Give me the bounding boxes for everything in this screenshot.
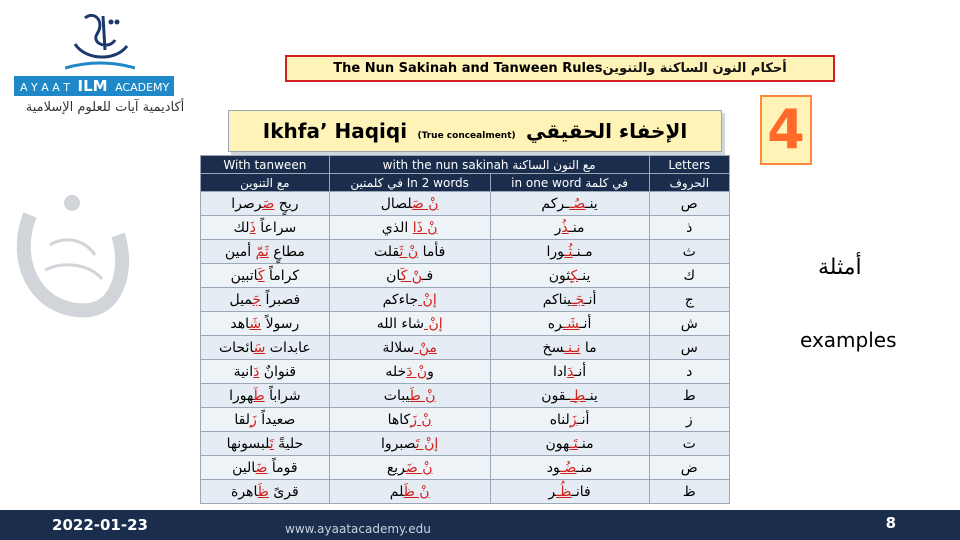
word-part: أنـ: [574, 363, 587, 380]
letter-cell: س: [649, 336, 729, 360]
example-two-words: [329, 192, 490, 216]
word-part: سراعاً: [255, 219, 297, 236]
logo-band-left: A Y A A T: [20, 81, 70, 94]
table-row: [201, 456, 730, 480]
word-part: أنـ: [579, 315, 592, 332]
calligraphy-logo-icon: [65, 10, 135, 72]
word-part: يناكم: [542, 291, 572, 308]
example-two-words: [329, 360, 490, 384]
example-two-words: [329, 456, 490, 480]
word-part: مـنـ: [572, 243, 593, 260]
word-part: ان: [386, 267, 401, 284]
nun-calligraphy-icon: [10, 175, 130, 325]
letter-cell: ذ: [649, 216, 729, 240]
highlighted-letters: ظُـ: [556, 483, 572, 500]
example-tanween: [201, 240, 330, 264]
example-tanween: [201, 408, 330, 432]
highlighted-letters: ضُـ: [560, 459, 577, 476]
word-part: ينـ: [578, 267, 591, 284]
table-row: [201, 408, 730, 432]
examples-label-english: examples: [800, 328, 897, 352]
example-one-word: [490, 192, 649, 216]
word-part: قوماً: [267, 459, 298, 476]
letter-cell: ض: [649, 456, 729, 480]
highlighted-letters: نْ زَ: [410, 411, 432, 428]
example-two-words: [329, 432, 490, 456]
table-subheader-row: [201, 174, 730, 192]
word-part: ـقون: [541, 387, 570, 404]
highlighted-letters: جَ: [252, 291, 262, 308]
highlighted-letters: طِـ: [570, 387, 586, 404]
word-part: سخ: [542, 339, 565, 356]
subheader-tanween: مع التنوين: [201, 174, 330, 192]
example-tanween: [201, 216, 330, 240]
highlighted-letters: نْ ضَ: [405, 459, 433, 476]
example-one-word: [490, 336, 649, 360]
word-part: لبسونها: [226, 435, 270, 452]
highlighted-letters: دَ: [253, 363, 260, 380]
word-part: ر: [548, 483, 557, 500]
subtitle-note: (True concealment): [417, 131, 516, 141]
date-label: 2022-01-23: [0, 510, 200, 540]
example-tanween: [201, 336, 330, 360]
word-part: ورا: [546, 243, 565, 260]
example-two-words: [329, 480, 490, 504]
subtitle-arabic: الإخفاء الحقيقي: [526, 119, 688, 143]
header-nun-sakinah: with the nun sakinah مع النون الساكنة: [329, 156, 649, 174]
rule-subtitle: [228, 110, 722, 152]
word-part: اهد: [230, 315, 250, 332]
logo-band-brand: ILM: [77, 77, 108, 95]
banner-arabic: أحكام النون الساكنة والتنوين: [602, 61, 787, 76]
example-one-word: [490, 264, 649, 288]
word-part: خله: [385, 363, 407, 380]
example-tanween: [201, 264, 330, 288]
letter-cell: ص: [649, 192, 729, 216]
subheader-one-word: in one word في كلمة: [490, 174, 649, 192]
example-two-words: [329, 384, 490, 408]
highlighted-letters: زَ: [569, 411, 578, 428]
word-part: رصرا: [231, 195, 263, 212]
highlighted-letters: شَ: [249, 315, 262, 332]
highlighted-letters: إنْ: [424, 315, 443, 332]
highlighted-letters: نْ ظَ: [403, 483, 430, 500]
table-row: [201, 384, 730, 408]
word-part: يبات: [383, 387, 410, 404]
highlighted-letters: نـنـ: [564, 339, 581, 356]
letter-cell: ك: [649, 264, 729, 288]
table-row: [201, 264, 730, 288]
table-row: [201, 240, 730, 264]
table-header-row: [201, 156, 730, 174]
example-tanween: [201, 480, 330, 504]
word-part: هون: [545, 435, 570, 452]
highlighted-letters: كِ: [570, 267, 579, 284]
word-part: ريحٍ: [274, 195, 299, 212]
highlighted-letters: جَـ: [571, 291, 585, 308]
highlighted-letters: منْ: [414, 339, 437, 356]
example-one-word: [490, 312, 649, 336]
word-part: فـ: [422, 267, 434, 284]
example-one-word: [490, 288, 649, 312]
table-row: [201, 216, 730, 240]
word-part: رسولاً: [261, 315, 300, 332]
word-part: مطاعٍ: [268, 243, 305, 260]
word-part: ره: [547, 315, 563, 332]
highlighted-letters: طَ: [253, 387, 265, 404]
word-part: انية: [233, 363, 254, 380]
letter-cell: ظ: [649, 480, 729, 504]
example-two-words: [329, 312, 490, 336]
example-one-word: [490, 240, 649, 264]
subheader-two-words: في كلمتين In 2 words: [329, 174, 490, 192]
word-part: منـ: [568, 219, 585, 236]
letter-cell: ش: [649, 312, 729, 336]
table-row: [201, 480, 730, 504]
example-two-words: [329, 336, 490, 360]
example-tanween: [201, 312, 330, 336]
word-part: كراماً: [264, 267, 300, 284]
example-tanween: [201, 456, 330, 480]
word-part: شراباً: [264, 387, 301, 404]
highlighted-letters: إنْ تَ: [415, 435, 439, 452]
highlighted-letters: شَـ: [562, 315, 580, 332]
table-row: [201, 432, 730, 456]
word-part: اهرة: [231, 483, 258, 500]
word-part: لم: [389, 483, 404, 500]
word-part: شاء الله: [376, 315, 425, 332]
word-part: الين: [232, 459, 256, 476]
example-two-words: [329, 264, 490, 288]
letter-cell: ث: [649, 240, 729, 264]
highlighted-letters: نْ دَ: [406, 363, 428, 380]
example-one-word: [490, 408, 649, 432]
example-one-word: [490, 384, 649, 408]
word-part: أنـ: [584, 291, 597, 308]
table-row: [201, 288, 730, 312]
footer-url: www.ayaatacademy.edu: [285, 522, 431, 536]
word-part: ينـ: [585, 195, 598, 212]
word-part: ريع: [386, 459, 406, 476]
example-two-words: [329, 240, 490, 264]
example-tanween: [201, 192, 330, 216]
example-two-words: [329, 288, 490, 312]
example-one-word: [490, 360, 649, 384]
highlighted-letters: نْ كَ: [400, 267, 423, 284]
word-part: هورا: [229, 387, 254, 404]
examples-label-arabic: أمثلة: [818, 255, 862, 280]
header-letters: Letters: [649, 156, 729, 174]
example-one-word: [490, 480, 649, 504]
example-tanween: [201, 384, 330, 408]
table-row: [201, 192, 730, 216]
word-part: أنـ: [577, 411, 590, 428]
highlighted-letters: ضَ: [255, 459, 268, 476]
word-part: ر: [554, 219, 562, 236]
letter-cell: ط: [649, 384, 729, 408]
example-tanween: [201, 360, 330, 384]
word-part: الذي: [381, 219, 413, 236]
example-one-word: [490, 216, 649, 240]
letter-cell: ج: [649, 288, 729, 312]
word-part: لقا: [234, 411, 250, 428]
page-number: 8: [885, 514, 896, 532]
letter-cell: ت: [649, 432, 729, 456]
academy-logo: [10, 10, 200, 120]
banner-english: The Nun Sakinah and Tanween Rules: [333, 61, 603, 76]
highlighted-letters: نْ طَ: [409, 387, 436, 404]
table-row: [201, 312, 730, 336]
logo-band: [14, 76, 174, 96]
logo-arabic-name: أكاديمية آيات للعلوم الإسلامية: [25, 100, 185, 115]
subheader-letters: الحروف: [649, 174, 729, 192]
example-one-word: [490, 432, 649, 456]
highlighted-letters: ذُ: [561, 219, 569, 236]
highlighted-letters: نْ ثَ: [399, 243, 419, 260]
word-part: لناه: [549, 411, 570, 428]
ikhfa-rules-table: [200, 155, 730, 504]
word-part: جاءكم: [382, 291, 419, 308]
word-part: لصال: [380, 195, 412, 212]
highlighted-letters: ظَ: [257, 483, 269, 500]
word-part: ميل: [229, 291, 253, 308]
word-part: كاها: [387, 411, 411, 428]
highlighted-letters: كَ: [257, 267, 265, 284]
word-part: صبروا: [381, 435, 416, 452]
word-part: ود: [546, 459, 561, 476]
header-tanween: With tanween: [201, 156, 330, 174]
example-two-words: [329, 216, 490, 240]
word-part: صعيداً: [256, 411, 296, 428]
highlighted-letters: زَ: [250, 411, 257, 428]
word-part: ادا: [552, 363, 567, 380]
word-part: ـركم: [541, 195, 570, 212]
word-part: منـ: [576, 459, 593, 476]
highlighted-letters: نْ ذَا: [412, 219, 438, 236]
word-part: عابدات: [265, 339, 311, 356]
lesson-number: 4: [760, 95, 812, 165]
example-tanween: [201, 432, 330, 456]
word-part: ائحات: [218, 339, 254, 356]
example-tanween: [201, 288, 330, 312]
word-part: قنوانٌ: [259, 363, 297, 380]
highlighted-letters: ذَ: [249, 219, 256, 236]
highlighted-letters: إنْ: [418, 291, 437, 308]
highlighted-letters: تَ: [269, 435, 274, 452]
highlighted-letters: ثُـ: [564, 243, 573, 260]
example-two-words: [329, 408, 490, 432]
word-part: اتبين: [230, 267, 258, 284]
word-part: فصبراً: [261, 291, 301, 308]
word-part: منـ: [577, 435, 594, 452]
highlighted-letters: سَ: [253, 339, 266, 356]
highlighted-letters: صُـ: [569, 195, 586, 212]
word-part: لك: [233, 219, 250, 236]
highlighted-letters: صَ: [262, 195, 275, 212]
letter-cell: د: [649, 360, 729, 384]
word-part: ينـ: [585, 387, 598, 404]
example-one-word: [490, 456, 649, 480]
word-part: حليةً: [273, 435, 304, 452]
logo-band-right: ACADEMY: [115, 81, 170, 94]
table-row: [201, 336, 730, 360]
highlighted-letters: ثَمّ: [255, 243, 269, 260]
word-part: أمين: [224, 243, 256, 260]
word-part: سلالة: [382, 339, 415, 356]
word-part: ما: [580, 339, 597, 356]
highlighted-letters: تَـ: [569, 435, 578, 452]
letter-cell: ز: [649, 408, 729, 432]
word-part: قلت: [374, 243, 400, 260]
subtitle-english: Ikhfa’ Haqiqi: [262, 119, 408, 143]
word-part: فأما: [418, 243, 446, 260]
table-row: [201, 360, 730, 384]
highlighted-letters: نْ صَ: [411, 195, 439, 212]
word-part: فانـ: [571, 483, 591, 500]
highlighted-letters: دَ: [566, 363, 575, 380]
word-part: و: [427, 363, 434, 380]
title-banner: [285, 55, 835, 82]
word-part: ثون: [548, 267, 571, 284]
word-part: قرىً: [268, 483, 299, 500]
